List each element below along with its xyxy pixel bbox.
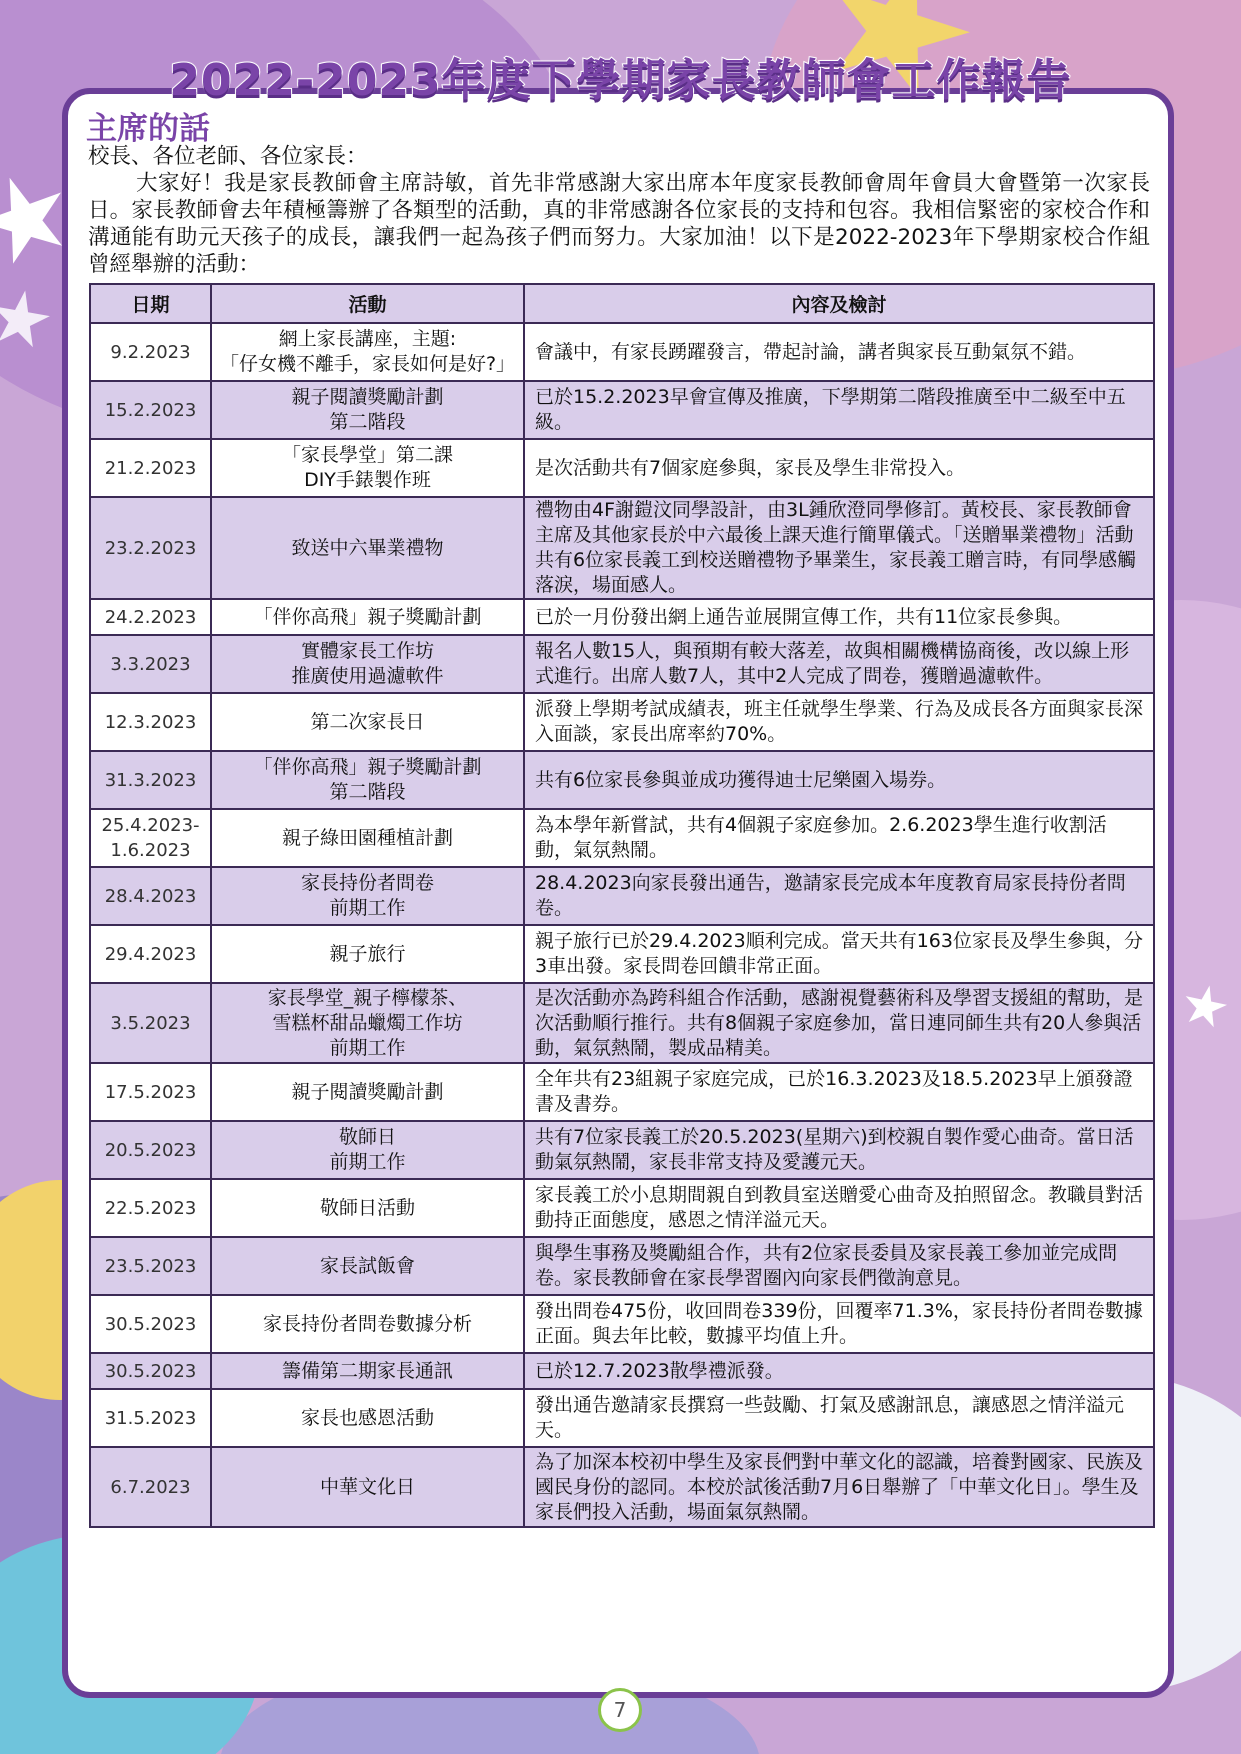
date-cell: 17.5.2023 <box>90 1063 211 1121</box>
table-row <box>90 1237 1154 1295</box>
table-row <box>90 867 1154 925</box>
table-row <box>90 1353 1154 1389</box>
date-cell: 30.5.2023 <box>90 1353 211 1389</box>
review-cell: 共有6位家長參與並成功獲得迪士尼樂園入場券。 <box>524 751 1154 809</box>
review-cell: 為本學年新嘗試，共有4個親子家庭參加。2.6.2023學生進行收割活動，氣氛熱鬧。 <box>524 809 1154 867</box>
table-row <box>90 1179 1154 1237</box>
page-number: 7 <box>598 1688 642 1732</box>
activity-cell: 致送中六畢業禮物 <box>211 497 524 599</box>
review-cell: 已於12.7.2023散學禮派發。 <box>524 1353 1154 1389</box>
intro-text <box>88 143 1150 278</box>
review-cell: 報名人數15人，與預期有較大落差，故與相關機構協商後，改以線上形式進行。出席人數7人，其中2人完成了問卷，獲贈過濾軟件。 <box>524 635 1154 693</box>
table-row <box>90 1063 1154 1121</box>
activity-table <box>89 283 1155 1528</box>
intro-paragraph: 大家好！我是家長教師會主席詩敏，首先非常感謝大家出席本年度家長教師會周年會員大會暨第一次家長日。家長教師會去年積極籌辦了各類型的活動，真的非常感謝各位家長的支持和包容。我相信緊密的家校合作和溝通能有助元天孩子的成長，讓我們一起為孩子們而努力。大家加油！以下是2022-2023年下學期家校合作組曾經舉辦的活動： <box>88 171 1150 277</box>
date-cell: 3.5.2023 <box>90 983 211 1063</box>
table-row <box>90 439 1154 497</box>
activity-cell: 親子旅行 <box>211 925 524 983</box>
activity-cell: 中華文化日 <box>211 1447 524 1527</box>
table-row <box>90 983 1154 1063</box>
column-header-date: 日期 <box>90 284 211 323</box>
table-row <box>90 693 1154 751</box>
page-title: 2022-2023年度下學期家長教師會工作報告 <box>169 55 1072 106</box>
review-cell: 發出通告邀請家長撰寫一些鼓勵、打氣及感謝訊息，讓感恩之情洋溢元天。 <box>524 1389 1154 1447</box>
activity-cell: 家長持份者問卷 前期工作 <box>211 867 524 925</box>
table-header-row <box>90 284 1154 323</box>
date-cell: 22.5.2023 <box>90 1179 211 1237</box>
table-row <box>90 751 1154 809</box>
date-cell: 28.4.2023 <box>90 867 211 925</box>
table-row <box>90 1121 1154 1179</box>
table-row <box>90 809 1154 867</box>
table-row <box>90 925 1154 983</box>
table-row <box>90 1389 1154 1447</box>
date-cell: 31.5.2023 <box>90 1389 211 1447</box>
table-row <box>90 1295 1154 1353</box>
review-cell: 是次活動共有7個家庭參與，家長及學生非常投入。 <box>524 439 1154 497</box>
activity-cell: 家長持份者問卷數據分析 <box>211 1295 524 1353</box>
review-cell: 是次活動亦為跨科組合作活動，感謝視覺藝術科及學習支援組的幫助，是次活動順行推行。共有8個親子家庭參加，當日連同師生共有20人參與活動，氣氛熱鬧，製成品精美。 <box>524 983 1154 1063</box>
activity-cell: 網上家長講座，主題: 「仔女機不離手，家長如何是好?」 <box>211 323 524 381</box>
date-cell: 23.5.2023 <box>90 1237 211 1295</box>
date-cell: 15.2.2023 <box>90 381 211 439</box>
table-row <box>90 381 1154 439</box>
date-cell: 12.3.2023 <box>90 693 211 751</box>
table-row <box>90 599 1154 635</box>
activity-cell: 親子閱讀獎勵計劃 <box>211 1063 524 1121</box>
review-cell: 已於一月份發出網上通告並展開宣傳工作，共有11位家長參與。 <box>524 599 1154 635</box>
review-cell: 為了加深本校初中學生及家長們對中華文化的認識，培養對國家、民族及國民身份的認同。本校於試後活動7月6日舉辦了「中華文化日」。學生及家長們投入活動，場面氣氛熱鬧。 <box>524 1447 1154 1527</box>
review-cell: 家長義工於小息期間親自到教員室送贈愛心曲奇及拍照留念。教職員對活動持正面態度，感恩之情洋溢元天。 <box>524 1179 1154 1237</box>
date-cell: 25.4.2023- 1.6.2023 <box>90 809 211 867</box>
date-cell: 24.2.2023 <box>90 599 211 635</box>
date-cell: 3.3.2023 <box>90 635 211 693</box>
review-cell: 28.4.2023向家長發出通告，邀請家長完成本年度教育局家長持份者問卷。 <box>524 867 1154 925</box>
activity-cell: 敬師日活動 <box>211 1179 524 1237</box>
review-cell: 全年共有23組親子家庭完成，已於16.3.2023及18.5.2023早上頒發證書及書券。 <box>524 1063 1154 1121</box>
date-cell: 21.2.2023 <box>90 439 211 497</box>
review-cell: 與學生事務及獎勵組合作，共有2位家長委員及家長義工參加並完成問卷。家長教師會在家長學習圈內向家長們徵詢意見。 <box>524 1237 1154 1295</box>
activity-cell: 「伴你高飛」親子獎勵計劃 第二階段 <box>211 751 524 809</box>
greeting: 校長、各位老師、各位家長： <box>88 144 368 169</box>
date-cell: 23.2.2023 <box>90 497 211 599</box>
section-title: 主席的話 <box>86 111 210 147</box>
review-cell: 發出問卷475份，收回問卷339份，回覆率71.3%，家長持份者問卷數據正面。與去年比較，數據平均值上升。 <box>524 1295 1154 1353</box>
activity-cell: 親子閱讀獎勵計劃 第二階段 <box>211 381 524 439</box>
table-row <box>90 635 1154 693</box>
activity-cell: 家長也感恩活動 <box>211 1389 524 1447</box>
activity-cell: 實體家長工作坊 推廣使用過濾軟件 <box>211 635 524 693</box>
activity-cell: 「家長學堂」第二課 DIY手錶製作班 <box>211 439 524 497</box>
date-cell: 31.3.2023 <box>90 751 211 809</box>
column-header-review: 內容及檢討 <box>524 284 1154 323</box>
activity-cell: 「伴你高飛」親子獎勵計劃 <box>211 599 524 635</box>
review-cell: 親子旅行已於29.4.2023順利完成。當天共有163位家長及學生參與，分3車出發。家長問卷回饋非常正面。 <box>524 925 1154 983</box>
activity-cell: 親子綠田園種植計劃 <box>211 809 524 867</box>
activity-cell: 敬師日 前期工作 <box>211 1121 524 1179</box>
review-cell: 會議中，有家長踴躍發言，帶起討論，講者與家長互動氣氛不錯。 <box>524 323 1154 381</box>
table-row <box>90 1447 1154 1527</box>
activity-cell: 家長學堂_親子檸檬茶、 雪糕杯甜品蠟燭工作坊 前期工作 <box>211 983 524 1063</box>
date-cell: 9.2.2023 <box>90 323 211 381</box>
review-cell: 已於15.2.2023早會宣傳及推廣，下學期第二階段推廣至中二級至中五級。 <box>524 381 1154 439</box>
table-row <box>90 497 1154 599</box>
date-cell: 6.7.2023 <box>90 1447 211 1527</box>
review-cell: 禮物由4F謝鎧汶同學設計，由3L鍾欣澄同學修訂。黃校長、家長教師會主席及其他家長於中六最後上課天進行簡單儀式。「送贈畢業禮物」活動共有6位家長義工到校送贈禮物予畢業生，家長義工贈言時，有同學感觸落淚，場面感人。 <box>524 497 1154 599</box>
activity-cell: 籌備第二期家長通訊 <box>211 1353 524 1389</box>
table-row <box>90 323 1154 381</box>
review-cell: 共有7位家長義工於20.5.2023(星期六)到校親自製作愛心曲奇。當日活動氣氛熱鬧，家長非常支持及愛護元天。 <box>524 1121 1154 1179</box>
activity-cell: 第二次家長日 <box>211 693 524 751</box>
date-cell: 20.5.2023 <box>90 1121 211 1179</box>
activity-cell: 家長試飯會 <box>211 1237 524 1295</box>
column-header-activity: 活動 <box>211 284 524 323</box>
date-cell: 30.5.2023 <box>90 1295 211 1353</box>
date-cell: 29.4.2023 <box>90 925 211 983</box>
review-cell: 派發上學期考試成績表，班主任就學生學業、行為及成長各方面與家長深入面談，家長出席率約70%。 <box>524 693 1154 751</box>
